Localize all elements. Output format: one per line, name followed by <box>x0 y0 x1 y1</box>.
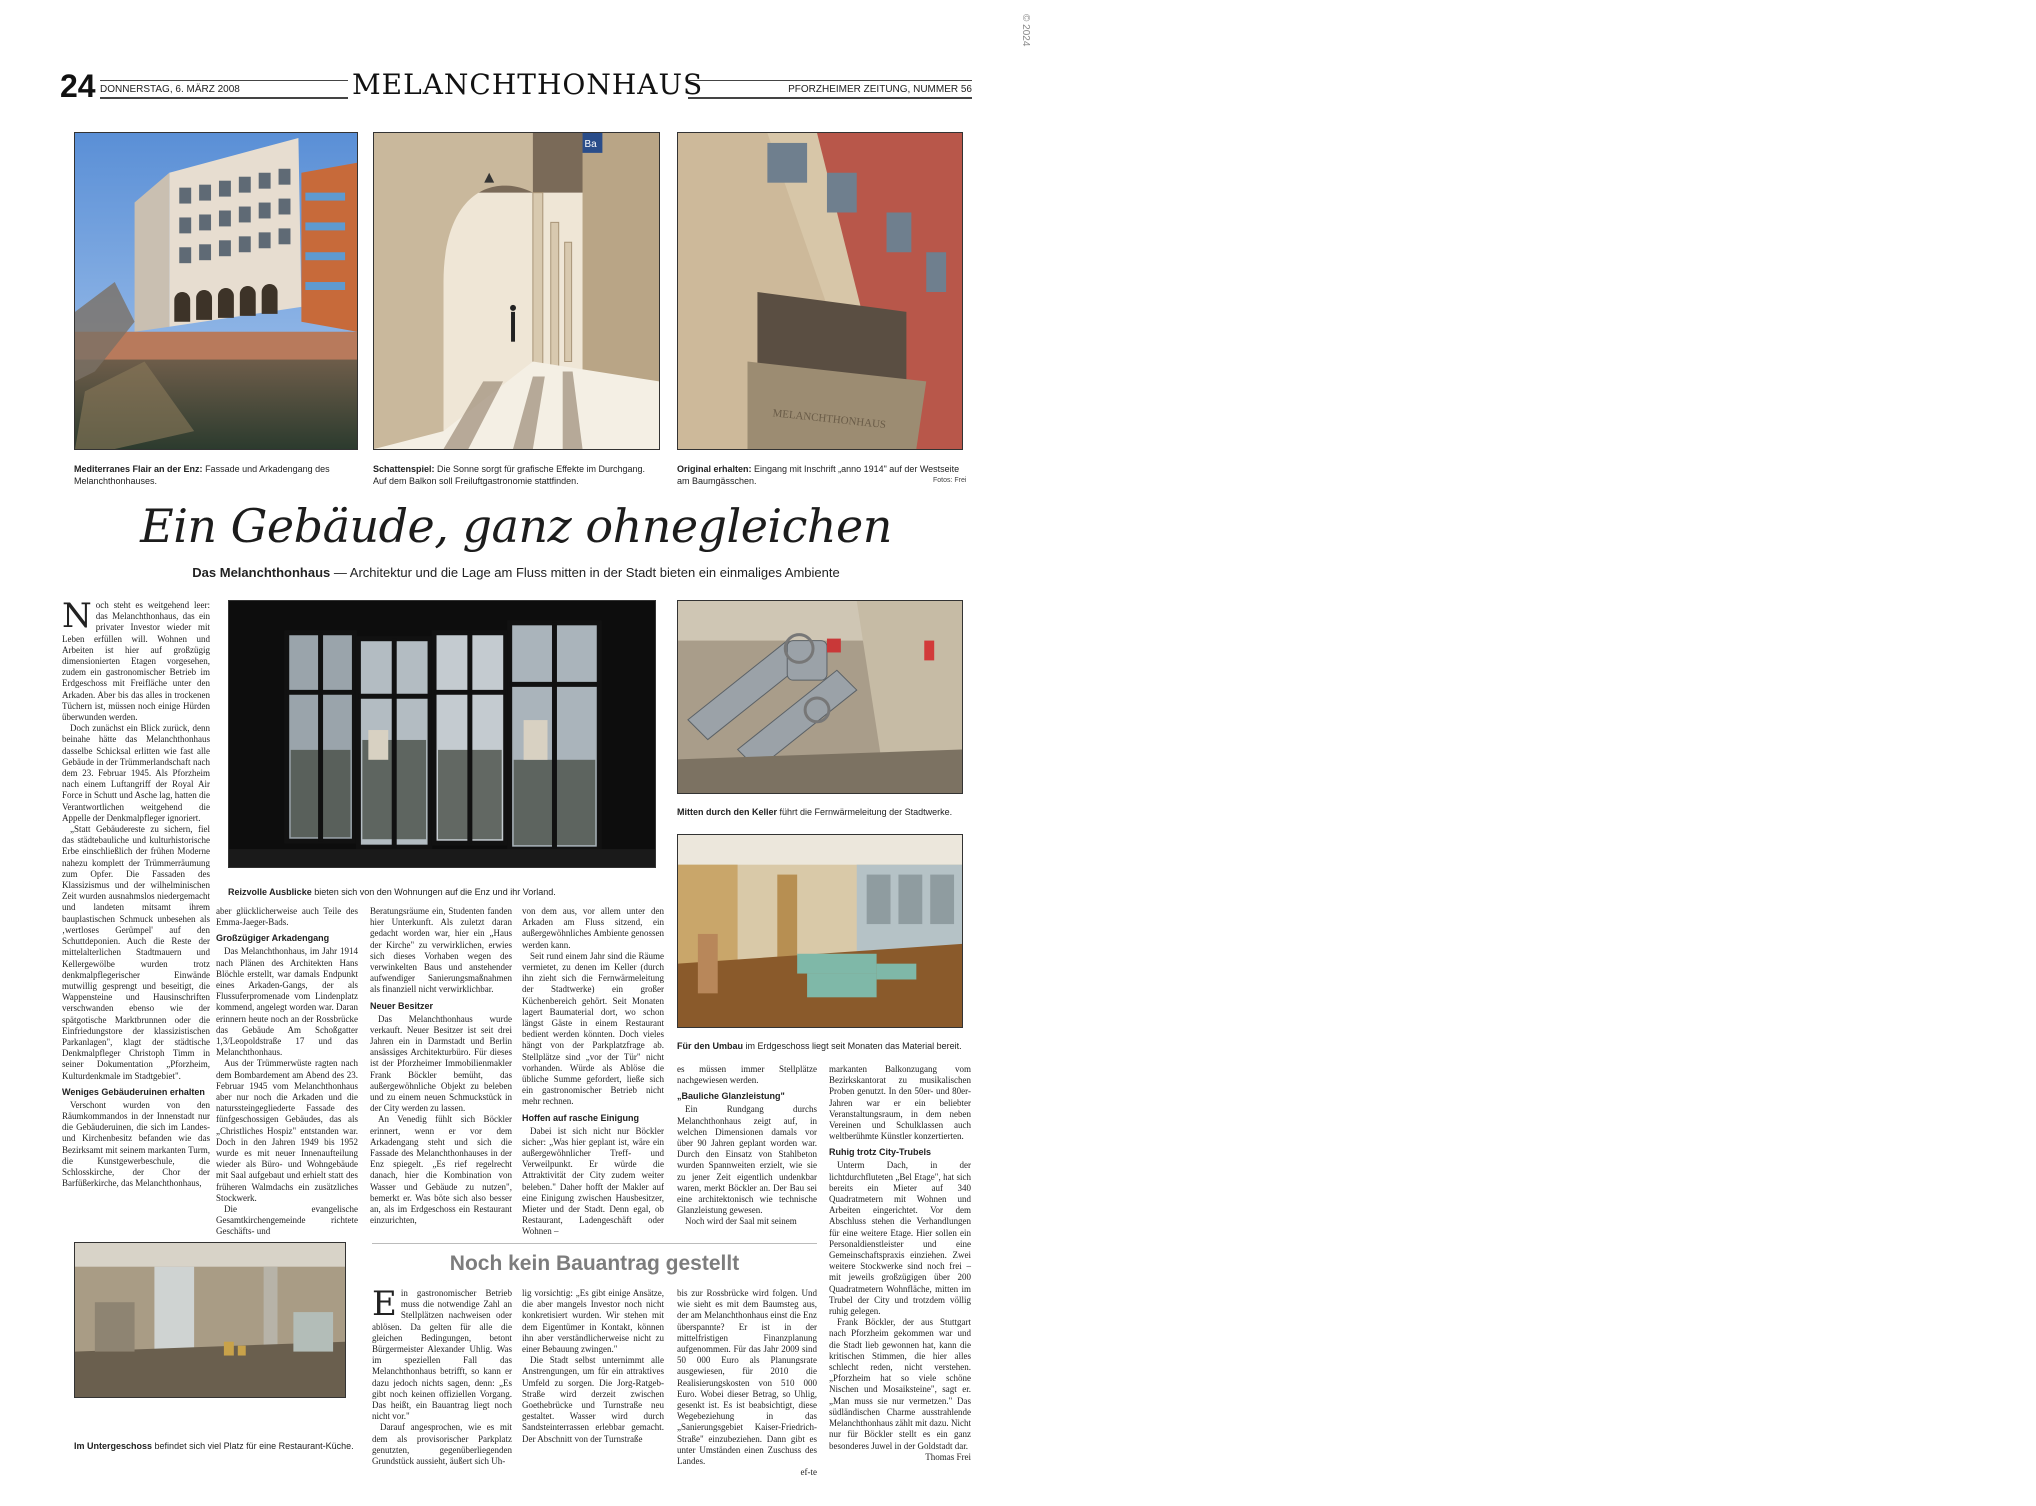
photo-windows <box>228 600 656 868</box>
article-column-3 <box>370 906 512 1236</box>
caption-title: Reizvolle Ausblicke <box>228 887 312 897</box>
paragraph: Seit rund einem Jahr sind die Räume vermietet, zu denen im Keller (durch ihn zieht sich die Fernwärmeleitung der Stadtwerke) ein großer Küchenbereich gehört. Seit Monaten lagert Baumaterial dort, wo schon längst Gäste in einem Restaurant bedient werden könnten. Doch vieles hängt von der Parkplatzfrage ab. Stellplätze sind „vor der Tür" nicht vorhanden. Würde als Ablöse die übliche Summe gefordert, ließe sich ein gastronomischer Betrieb nicht mehr rechnen. <box>522 950 664 1107</box>
photo-ground-floor <box>677 834 963 1028</box>
deck-title: Das Melanchthonhaus <box>192 565 331 580</box>
paragraph: Verschont wurden von den Räumkommandos in der Innenstadt nur die Gebäuderuinen, die sich im Landes- und Kirchenbesitz befanden wie das Bezirksamt mit seinem markanten Turm, die Kunstgewerbeschule, die Schlosskirche, der Chor der Barfüßerkirche, das Melanchthonhaus, <box>62 1099 210 1189</box>
subheading: Weniges Gebäuderuinen erhalten <box>62 1086 205 1097</box>
paragraph: Aus der Trümmerwüste ragten nach dem Bombardement am Abend des 23. Februar 1945 vom Melanchthonhaus aber nur noch die Arkaden und die naturssteingegliederte Fassade des fünfgeschossigen Gebäudes, das als „Christliches Hospiz" entstanden war. Doch in den Jahren 1949 bis 1952 wurde es mit neuer Innenaufteilung wieder als Büro- und Wohngebäude mit Saal aufgebaut und erhielt statt des früheren Walmdachs ein zusätzliches Stockwerk. <box>216 1058 358 1203</box>
header-rule <box>100 80 348 81</box>
subheading: „Bauliche Glanzleistung" <box>677 1091 785 1102</box>
subheading: Ruhig trotz City-Trubels <box>829 1147 931 1158</box>
caption-text: Eingang mit Inschrift „anno 1914" auf der Westseite am Baumgässchen. <box>677 464 960 486</box>
page-number: 24 <box>60 68 96 104</box>
sidebar-headline: Noch kein Bauantrag gestellt <box>449 1252 740 1275</box>
sidebar-column-2 <box>522 1288 664 1466</box>
sidebar-column-1 <box>372 1284 512 1467</box>
caption-text: bieten sich von den Wohnungen auf die Enz und ihr Vorland. <box>314 887 556 897</box>
caption-title: Mediterranes Flair an der Enz: <box>74 464 203 474</box>
caption-title: Mitten durch den Keller <box>677 807 778 817</box>
caption-arcade <box>373 463 660 487</box>
article-column-4 <box>522 906 664 1236</box>
paragraph: „Statt Gebäudereste zu sichern, fiel das städtebauliche und kulturhistorische Erbe einschließlich der frühen Moderne nahezu komplett der Trümmerräumung zum Opfer. Die Fassaden des Klassizismus und der wilhelminischen Zeit wurden ausnahmslos niedergemacht und landeten mitsamt ihrem bauplastischen Schmuck unbesehen als ‚wertloses Gerümpel' auf den Schuttdeponien. Auch die Reste der mittelalterlichen Stadtmauern und Kellergewölbe wurden trotz denkmalpflegerischer Einwände mutwillig gesprengt und beseitigt, die Wappensteine und Hausinschriften verschwanden ebenso wie der spätgotische Marktbrunnen oder die Einfriedungstore der klassizistischen Parkanlagen", klagt der städtische Denkmalpfleger Christoph Timm in seiner Dokumentation „Pforzheim, Kulturdenkmale im Stadtgebiet". <box>62 824 210 1081</box>
header-rule <box>100 97 348 99</box>
paragraph: markanten Balkonzugang vom Bezirkskantorat zu musikalischen Proben genutzt. In den 50er- und 80er-Jahren war er ein beliebter Veranstaltungsraum, in dem neben Vereinen und Schulklassen auch weltberühmte Künstler konzertierten. <box>829 1064 971 1142</box>
author-sign: ef-te <box>800 1467 817 1478</box>
photo-basement <box>74 1242 346 1398</box>
paragraph: bis zur Rossbrücke wird folgen. Und wie sieht es mit dem Baumsteg aus, der am Melanchthonhaus einst die Enz überspannte? Er ist in der mittelfristigen Finanzplanung aufgenommen. Für das Jahr 2009 sind 50 000 Euro als Planungsrate ausgewiesen, für 2010 die Realisierungskosten von 510 000 Euro. Wobei dieser Betrag, so Uhlig, gesenkt ist. Es ist beabsichtigt, diese Wegebeziehung in das „Sanierungsgebiet Kaiser-Friedrich-Straße" einzubeziehen. Dann gibt es unter Umständen einen Zuschuss des Landes. <box>677 1288 817 1467</box>
sidebar-rule <box>372 1243 817 1244</box>
header-rule <box>688 80 972 81</box>
subheading: Großzügiger Arkadengang <box>216 933 330 944</box>
issue-date: DONNERSTAG, 6. MÄRZ 2008 <box>100 84 240 95</box>
paragraph: Frank Böckler, der aus Stuttgart nach Pforzheim gekommen war und die Stadt lieb gewonnen hat, kann die kritischen Stimmen, die hier alles schlecht reden, nicht verstehen. „Pforzheim hat so viele schöne Nischen und Mosaiksteine", sagt er. „Man muss sie nur vermetzen." Das südländischen Charme ausstrahlende Melanchthonhaus zählt mit dazu. Nicht nur für Böckler stellt es ein ganz besonderes Juwel in der Goldstadt dar. <box>829 1317 971 1451</box>
paragraph: Noch wird der Saal mit seinem <box>685 1216 797 1227</box>
paragraph: Ein Rundgang durchs Melanchthonhaus zeigt auf, in welchen Dimensionen damals vor über 90 Jahren geplant worden war. Durch den Einsatz von Stahlbeton wurden Spannweiten erzielt, wie sie zu jener Zeit eigentlich undenkbar waren, merkt Böckler an. Der Bau sei eine architektonisch wie technische Glanzleistung gewesen. <box>677 1104 817 1216</box>
author-name: Thomas Frei <box>925 1451 971 1462</box>
paragraph: Unterm Dach, in der lichtdurchfluteten „Bel Etage", hat sich bereits ein Mieter auf 340 Quadratmetern mit Wohnen und Arbeiten eingerichtet. Vor dem Abschluss stehen die Verhandlungen für eine weitere Etage. Hier sollen ein Personaldienstleister und eine Gemeinschaftspraxis einziehen. Zwei weitere Stockwerke sind noch frei – mit jeweils großzügigen über 200 Quadratmetern Wohnfläche, mitten im Trubel der City und trotzdem völlig ruhig gelegen. <box>829 1160 971 1317</box>
photo-credit: Fotos: Frei <box>933 477 967 484</box>
paragraph: och steht es weitgehend leer: das Melanchthonhaus, das ein privater Investor wieder mit Leben erfüllen will. Wohnen und Arbeiten ist hier auf großzügig dimensionierten Etagen vorgesehen, zudem ein gastronomischer Betrieb im Erdgeschoss mit Freifläche unter den Arkaden. Aber bis das alles in trockenen Tüchern ist, müssen noch einige Hürden überwunden werden. <box>62 600 210 723</box>
entrance-inscription: MELANCHTHONHAUS <box>772 407 887 432</box>
photo-cellar-pipes <box>677 600 963 794</box>
paragraph: von dem aus, vor allem unter den Arkaden am Fluss sitzend, ein außergewöhnliches Ambiente genossen werden kann. <box>522 906 664 950</box>
photo-entrance-inscription <box>677 132 963 450</box>
caption-title: Schattenspiel: <box>373 464 435 474</box>
paragraph: Darauf angesprochen, wie es mit dem als provisorischer Parkplatz genutzten, gegenüberliegenden Grundstück aussieht, äußert sich Uh- <box>372 1422 512 1467</box>
paragraph: An Venedig fühlt sich Böckler erinnert, wenn er vor dem Arkadengang steht und sich die Fassade des Melanchthonhauses in der Enz spiegelt. „Es rief regelrecht danach, hier die Kombination von Wasser und Gebäude zu nutzen", bemerkt er. Was böte sich also besser an, als im Erdgeschoss ein Restaurant einzurichten, <box>370 1114 512 1226</box>
newspaper-name: PFORZHEIMER ZEITUNG, NUMMER 56 <box>788 84 972 95</box>
photo-arcade <box>373 132 660 450</box>
paragraph: Das Melanchthonhaus wurde verkauft. Neuer Besitzer ist seit drei Jahren ein in Darmstadt und Berlin ansässiges Architekturbüro. Für dieses ist der Pforzheimer Immobilienmakler Frank Böckler bemüht, das außergewöhnliche Objekt zu beleben und zu einem neuen Schmuckstück in der City werden zu lassen. <box>370 1013 512 1114</box>
paragraph: aber glücklicherweise auch Teile des Emma-Jaeger-Bads. <box>216 906 358 928</box>
article-column-2 <box>216 906 358 1236</box>
caption-text: Fassade und Arkadengang des Melanchthonhauses. <box>74 464 330 486</box>
paragraph: Die evangelische Gesamtkirchengemeinde richtete Geschäfts- und <box>216 1204 358 1237</box>
caption-text: befindet sich viel Platz für eine Restaurant-Küche. <box>154 1441 354 1451</box>
caption-windows <box>228 886 656 898</box>
caption-title: Für den Umbau <box>677 1041 744 1051</box>
caption-entrance <box>677 463 963 487</box>
deck-text: — Architektur und die Lage am Fluss mitten in der Stadt bieten ein einmaliges Ambiente <box>333 565 840 580</box>
article-column-6 <box>829 1064 971 1464</box>
paragraph: Dabei ist sich nicht nur Böckler sicher: „Was hier geplant ist, wäre ein außergewöhnlicher Treff- und Verweilpunkt. Er würde die Attraktivität der City zudem weiter beleben." Daher hofft der Makler auf eine Einigung zwischen Hausbesitzer, Mieter und der Stadt. Denn egal, ob Restaurant, Ladengeschäft oder Wohnen – <box>522 1125 664 1237</box>
caption-cellar <box>677 806 963 818</box>
caption-title: Original erhalten: <box>677 464 752 474</box>
section-rubric: MELANCHTHONHAUS <box>352 68 704 101</box>
paragraph: Beratungsräume ein, Studenten fanden hier Unterkunft. Als zuletzt daran gedacht worden war, hier ein „Haus der Kirche" zu verwirklichen, erwies sich dieses Vorhaben wegen des verwinkelten Baus und anstehender aufwendiger Sanierungsmaßnahmen als finanziell nicht verwirklichbar. <box>370 906 512 995</box>
paragraph: in gastronomischer Betrieb muss die notwendige Zahl an Stellplätzen nachweisen oder ablösen. Da gelten für alle die gleichen Bedingungen, betont Bürgermeister Alexander Uhlig. Was im speziellen Fall das Melanchthonhaus betrifft, so kann er dazu jedoch nichts sagen, denn: „Es gibt noch keinen offiziellen Vorgang. Das heißt, ein Bauantrag liegt noch nicht vor." <box>372 1288 512 1422</box>
caption-text: führt die Fernwärmeleitung der Stadtwerke. <box>779 807 953 817</box>
caption-title: Im Untergeschoss <box>74 1441 153 1451</box>
caption-ground <box>677 1040 963 1052</box>
street-sign: Ba <box>584 138 597 150</box>
subheading: Neuer Besitzer <box>370 1000 434 1011</box>
photo-facade-river <box>74 132 358 450</box>
sidebar-column-3 <box>677 1288 817 1478</box>
dropcap: E <box>372 1284 397 1324</box>
paragraph: lig vorsichtig: „Es gibt einige Ansätze, die aber mangels Investor noch nicht konkretisiert wurden. Wir stehen mit dem Eigentümer in Kontakt, können ihn aber verständlicherweise nicht zu einer Bebauung zwingen." <box>522 1288 664 1355</box>
paragraph: Die Stadt selbst unternimmt alle Anstrengungen, um für ein attraktives Umfeld zu sorgen. Die Jorg-Ratgeb-Straße wird derzeit zwischen Goethebrücke und Turnstraße neu gestaltet. Wasser wird durch Sandsteinterrassen erlebbar gemacht. Der Abschnitt von der Turnstraße <box>522 1355 664 1444</box>
paragraph: Das Melanchthonhaus, im Jahr 1914 nach Plänen des Architekten Hans Blöchle erstellt, war damals Endpunkt eines Arkaden-Gangs, der als Flussuferpromenade vom Lindenplatz kommend, angelegt worden war. Daran erinnern heute noch an der Rossbrücke das Gebäude Am Schoßgatter 1,3/Leopoldstraße 17 und das Melanchthonhaus. <box>216 946 358 1058</box>
caption-facade <box>74 463 358 487</box>
header-rule <box>688 97 972 99</box>
paragraph: es müssen immer Stellplätze nachgewiesen werden. <box>677 1064 817 1086</box>
caption-text: im Erdgeschoss liegt seit Monaten das Material bereit. <box>745 1041 962 1051</box>
subheading: Hoffen auf rasche Einigung <box>522 1112 640 1123</box>
article-column-1 <box>62 596 210 1235</box>
paragraph: Doch zunächst ein Blick zurück, denn beinahe hätte das Melanchthonhaus dasselbe Schicksal erlitten wie fast alle Gebäude in der Trümmerlandschaft nach dem 23. Februar 1945. Als Pforzheim nach einem Luftangriff der Royal Air Force in Schutt und Asche lag, hatten die Verantwortlichen weitgehend die Appelle der Denkmalpfleger ignoriert. <box>62 723 210 823</box>
copyright-notice <box>1015 14 1031 74</box>
dropcap: N <box>62 596 92 636</box>
caption-basement <box>74 1440 364 1452</box>
caption-text: Die Sonne sorgt für grafische Effekte im Durchgang. Auf dem Balkon soll Freiluftgastronomie stattfinden. <box>373 464 645 486</box>
copyright-text: © 2024 <box>1020 14 1031 47</box>
article-column-5 <box>677 1064 817 1236</box>
article-headline: Ein Gebäude, ganz ohnegleichen <box>140 499 892 553</box>
article-deck <box>60 565 972 580</box>
